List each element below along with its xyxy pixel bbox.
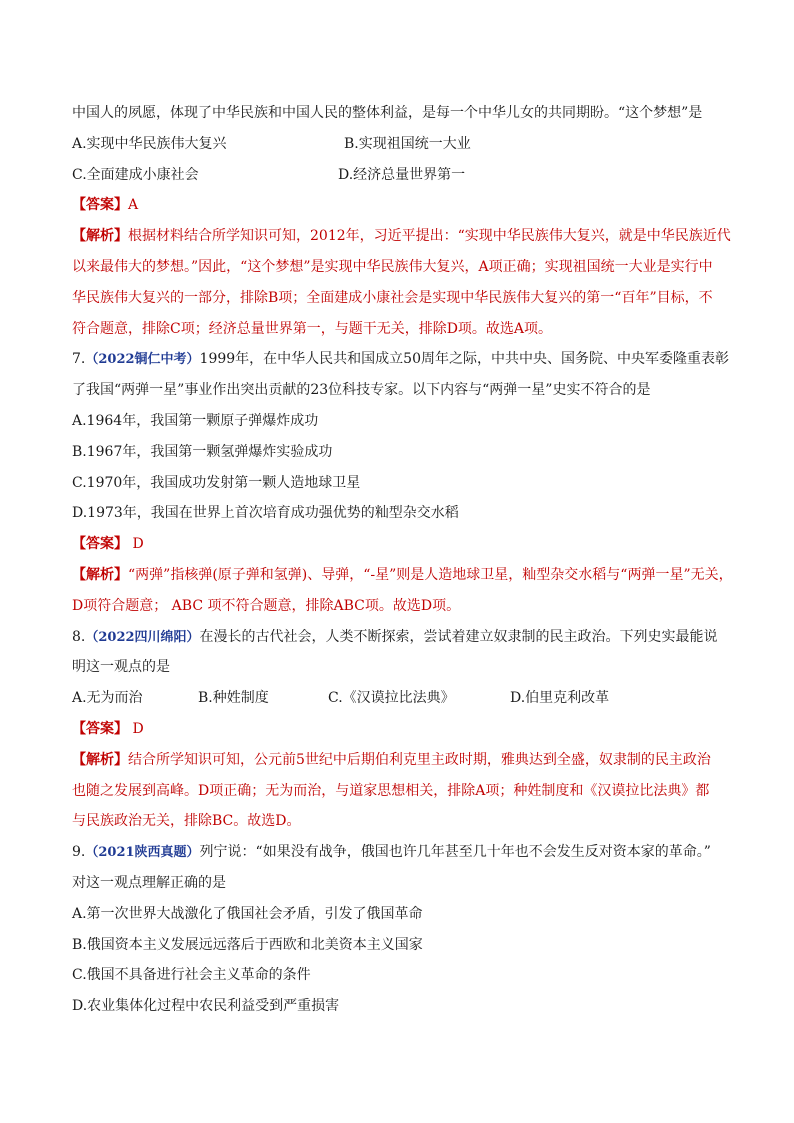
- answer-label: 【答案】: [72, 536, 128, 553]
- stem-text: 1999年，在中华人民共和国成立50周年之际，中共中央、国务院、中央军委隆重表彰: [199, 351, 729, 368]
- q8-option-d: D.伯里克利改革: [510, 690, 610, 707]
- question-source: （2021陕西真题）: [85, 845, 200, 861]
- q6-stem-line: 中国人的夙愿，体现了中华民族和中国人民的整体利益，是每一个中华儿女的共同期盼。“这个梦想”是: [72, 105, 703, 121]
- q8-stem-line-1: [72, 622, 724, 653]
- answer-label: 【答案】: [72, 197, 128, 214]
- q7-option-d: D.1973年，我国在世界上首次培育成功强优势的籼型杂交水稻: [72, 505, 459, 522]
- q6-options-row-2: [72, 160, 724, 191]
- document-page: [72, 98, 733, 1022]
- q6-analysis-line-2: 以来最伟大的梦想。”因此，“这个梦想”是实现中华民族伟大复兴，A项正确；实现祖国统一大业是实行中: [72, 258, 713, 275]
- q6-analysis-line-1: [72, 221, 731, 252]
- q8-analysis-line-2: 也随之发展到高峰。D项正确；无为而治，与道家思想相关，排除A项；种姓制度和《汉谟拉比法典》都: [72, 782, 710, 799]
- q8-option-c: C.《汉谟拉比法典》: [328, 690, 455, 707]
- q6-answer: [72, 190, 724, 221]
- answer-value: D: [132, 536, 144, 553]
- q8-answer: [72, 714, 724, 745]
- analysis-text: “两弹”指核弹(原子弹和氢弹)、导弹，“-星”则是人造地球卫星，籼型杂交水稻与“两弹一星”无关，: [128, 566, 733, 583]
- q7-option-a: A.1964年，我国第一颗原子弹爆炸成功: [72, 412, 319, 429]
- analysis-text: 根据材料结合所学知识可知，2012年，习近平提出：“实现中华民族伟大复兴，就是中华民族近代: [128, 228, 731, 245]
- q6-analysis-line-3: 华民族伟大复兴的一部分，排除B项；全面建成小康社会是实现中华民族伟大复兴的第一“百年”目标，不: [72, 289, 713, 306]
- analysis-label: 【解析】: [72, 751, 128, 768]
- q8-option-a: A.无为而治: [72, 690, 143, 707]
- q8-options-row: [72, 683, 724, 714]
- q7-answer: [72, 529, 724, 560]
- analysis-label: 【解析】: [72, 566, 128, 583]
- q7-stem-line-1: [72, 344, 729, 375]
- q7-option-c: C.1970年，我国成功发射第一颗人造地球卫星: [72, 474, 361, 491]
- q7-analysis-line-2: D项符合题意； ABC 项不符合题意，排除ABC项。故选D项。: [72, 597, 461, 614]
- q7-option-b: B.1967年，我国第一颗氢弹爆炸实验成功: [72, 443, 333, 460]
- question-number: 9.: [72, 844, 86, 861]
- stem-text: 在漫长的古代社会，人类不断探索，尝试着建立奴隶制的民主政治。下列史实最能说: [199, 628, 718, 645]
- answer-value: A: [128, 197, 139, 214]
- answer-value: D: [132, 720, 144, 737]
- q9-option-d: D.农业集体化过程中农民利益受到严重损害: [72, 998, 340, 1015]
- q6-option-b: B.实现祖国统一大业: [344, 135, 471, 152]
- q7-stem-line-2: 了我国“两弹一星”事业作出突出贡献的23位科技专家。以下内容与“两弹一星”史实不符合的是: [72, 382, 651, 399]
- analysis-label: 【解析】: [72, 228, 128, 245]
- q6-analysis-line-4: 符合题意，排除C项；经济总量世界第一，与题干无关，排除D项。故选A项。: [72, 320, 553, 337]
- analysis-text: 结合所学知识可知，公元前5世纪中后期伯利克里主政时期，雅典达到全盛，奴隶制的民主政治: [128, 751, 711, 768]
- answer-label: 【答案】: [72, 720, 128, 737]
- q8-analysis-line-1: [72, 745, 724, 776]
- question-number: 7.: [72, 351, 86, 368]
- q9-option-a: A.第一次世界大战激化了俄国社会矛盾，引发了俄国革命: [72, 905, 423, 922]
- q6-option-d: D.经济总量世界第一: [338, 166, 466, 183]
- q6-option-a: A.实现中华民族伟大复兴: [72, 135, 227, 152]
- q9-stem-line-1: [72, 837, 724, 868]
- q9-stem-line-2: 对这一观点理解正确的是: [72, 874, 226, 891]
- question-source: （2022四川绵阳）: [85, 629, 200, 645]
- q6-options-row-1: [72, 129, 724, 160]
- q7-analysis-line-1: [72, 560, 733, 591]
- question-number: 8.: [72, 628, 86, 645]
- q8-stem-line-2: 明这一观点的是: [72, 659, 170, 676]
- question-source: （2022铜仁中考）: [85, 352, 200, 368]
- q6-option-c: C.全面建成小康社会: [72, 166, 199, 183]
- q9-option-c: C.俄国不具备进行社会主义革命的条件: [72, 967, 311, 984]
- q8-analysis-line-3: 与民族政治无关，排除BC。故选D。: [72, 813, 301, 830]
- stem-text: 列宁说：“如果没有战争，俄国也许几年甚至几十年也不会发生反对资本家的革命。”: [199, 844, 711, 861]
- q8-option-b: B.种姓制度: [198, 690, 269, 707]
- q9-option-b: B.俄国资本主义发展远远落后于西欧和北美资本主义国家: [72, 936, 423, 953]
